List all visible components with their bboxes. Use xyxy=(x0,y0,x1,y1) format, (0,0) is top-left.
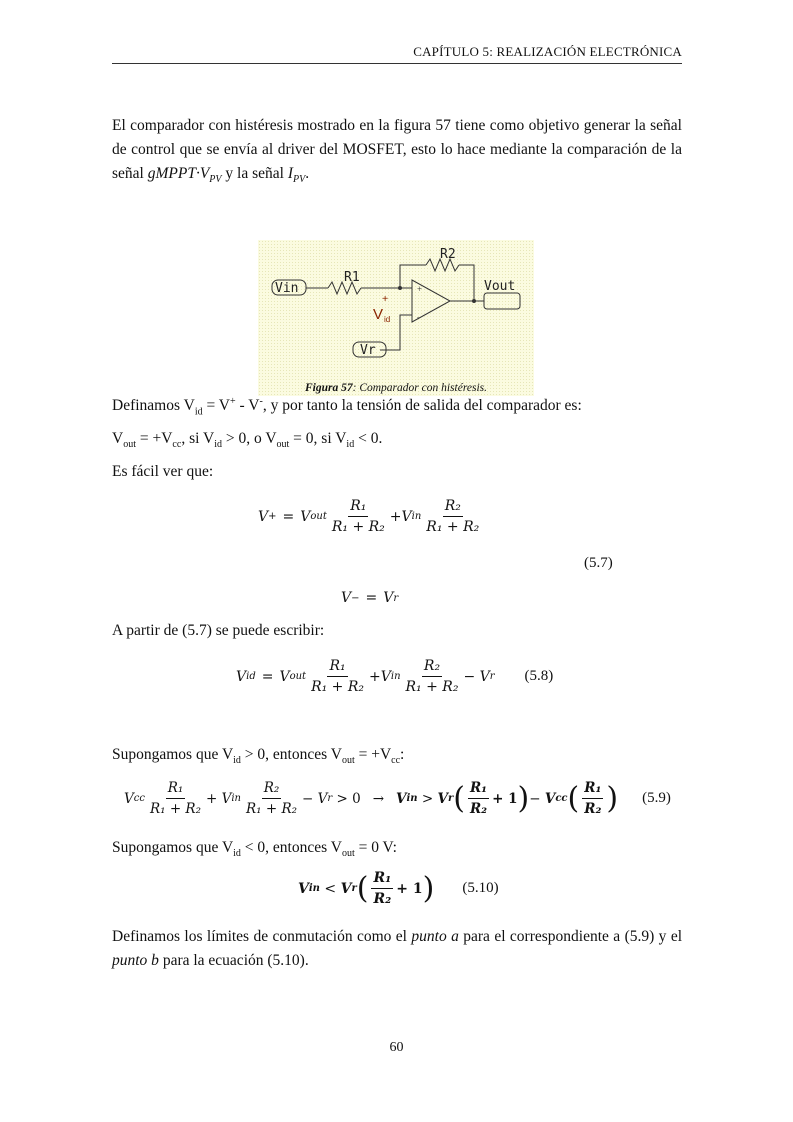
paragraph-suppose-negative: Supongamos que $V_{id} < 0$, entonces $V_{out} = 0$ V: xyxy=(112,839,397,860)
svg-text:+: + xyxy=(417,284,423,294)
svg-text:Vr: Vr xyxy=(360,343,376,358)
page-number: 60 xyxy=(389,1040,404,1055)
equation-5-9: V cc $\frac{\text{R₁}}{\text{R₁ + R₂}}$ + V in $\frac{\text{R₂}}{\text{R₁ + R₂}}$ − V r > 0 → V in > V r ( $\frac{\text{R₁}}{\text{R₂}}$ + 1 ) − V cc ( $\frac{\text{R₁}}{\text{R₂}}$ ) (5.9) xyxy=(124,780,671,817)
paragraph-definition: Definamos $V_{id} = V^+ - V^-$, y por tanto la tensión de salida del comparador es: xyxy=(112,396,582,418)
svg-text:Vout: Vout xyxy=(484,279,516,294)
svg-text:R2: R2 xyxy=(440,247,456,262)
equation-5-7-vplus: V + = V out $\frac{\text{R₁}}{\text{R₁ + R₂}}$ + V in $\frac{\text{R₂}}{\text{R₁ + R₂}}$ xyxy=(258,498,480,535)
header-rule xyxy=(112,63,682,64)
paragraph-easy: Es fácil ver que: xyxy=(112,463,214,480)
svg-text:R1: R1 xyxy=(344,270,360,285)
svg-text:id: id xyxy=(384,315,391,324)
svg-text:+: + xyxy=(382,293,389,305)
figure-caption: Figura 57: Comparador con histéresis. xyxy=(304,382,487,394)
equation-5-7-vminus: V − = V r xyxy=(341,590,399,606)
paragraph-intro: El comparador con histéresis mostrado en la figura 57 tiene como objetivo generar la señal de control que se envía al driver del MOSFET, esto lo hace mediante la comparación de la señal $gMPPT\cdot V_{PV}$ y la señal $I_{PV}$. xyxy=(112,117,682,186)
svg-text:Vin: Vin xyxy=(275,281,299,296)
paragraph-from: A partir de (5.7) se puede escribir: xyxy=(112,622,325,639)
svg-text:-: - xyxy=(417,312,420,322)
paragraph-vout: $V_{out} = +V_{cc}$, si $V_{id} > 0$, o $V_{out} = 0$, si $V_{id} < 0$. xyxy=(112,430,383,451)
paragraph-switching-limits: Definamos los límites de conmutación como el punto a para el correspondiente a (5.9) y el punto b para la ecuación (5.10). xyxy=(112,928,683,969)
comparator-schematic xyxy=(258,240,534,375)
equation-label-5-7: (5.7) xyxy=(584,555,613,571)
figure-57-circuit xyxy=(258,240,534,396)
equation-5-10: V in < V r ( $\frac{\text{R₁}}{\text{R₂}}$ + 1 ) (5.10) xyxy=(298,870,499,907)
svg-text:V: V xyxy=(373,306,384,323)
paragraph-suppose-positive: Supongamos que $V_{id} > 0$, entonces $V_{out} = +V_{cc}$: xyxy=(112,746,405,767)
running-header: CAPÍTULO 5: REALIZACIÓN ELECTRÓNICA xyxy=(413,44,682,59)
equation-5-8: V id = V out $\frac{\text{R₁}}{\text{R₁ + R₂}}$ + V in $\frac{\text{R₂}}{\text{R₁ + R₂}}$ − V r (5.8) xyxy=(236,658,554,695)
